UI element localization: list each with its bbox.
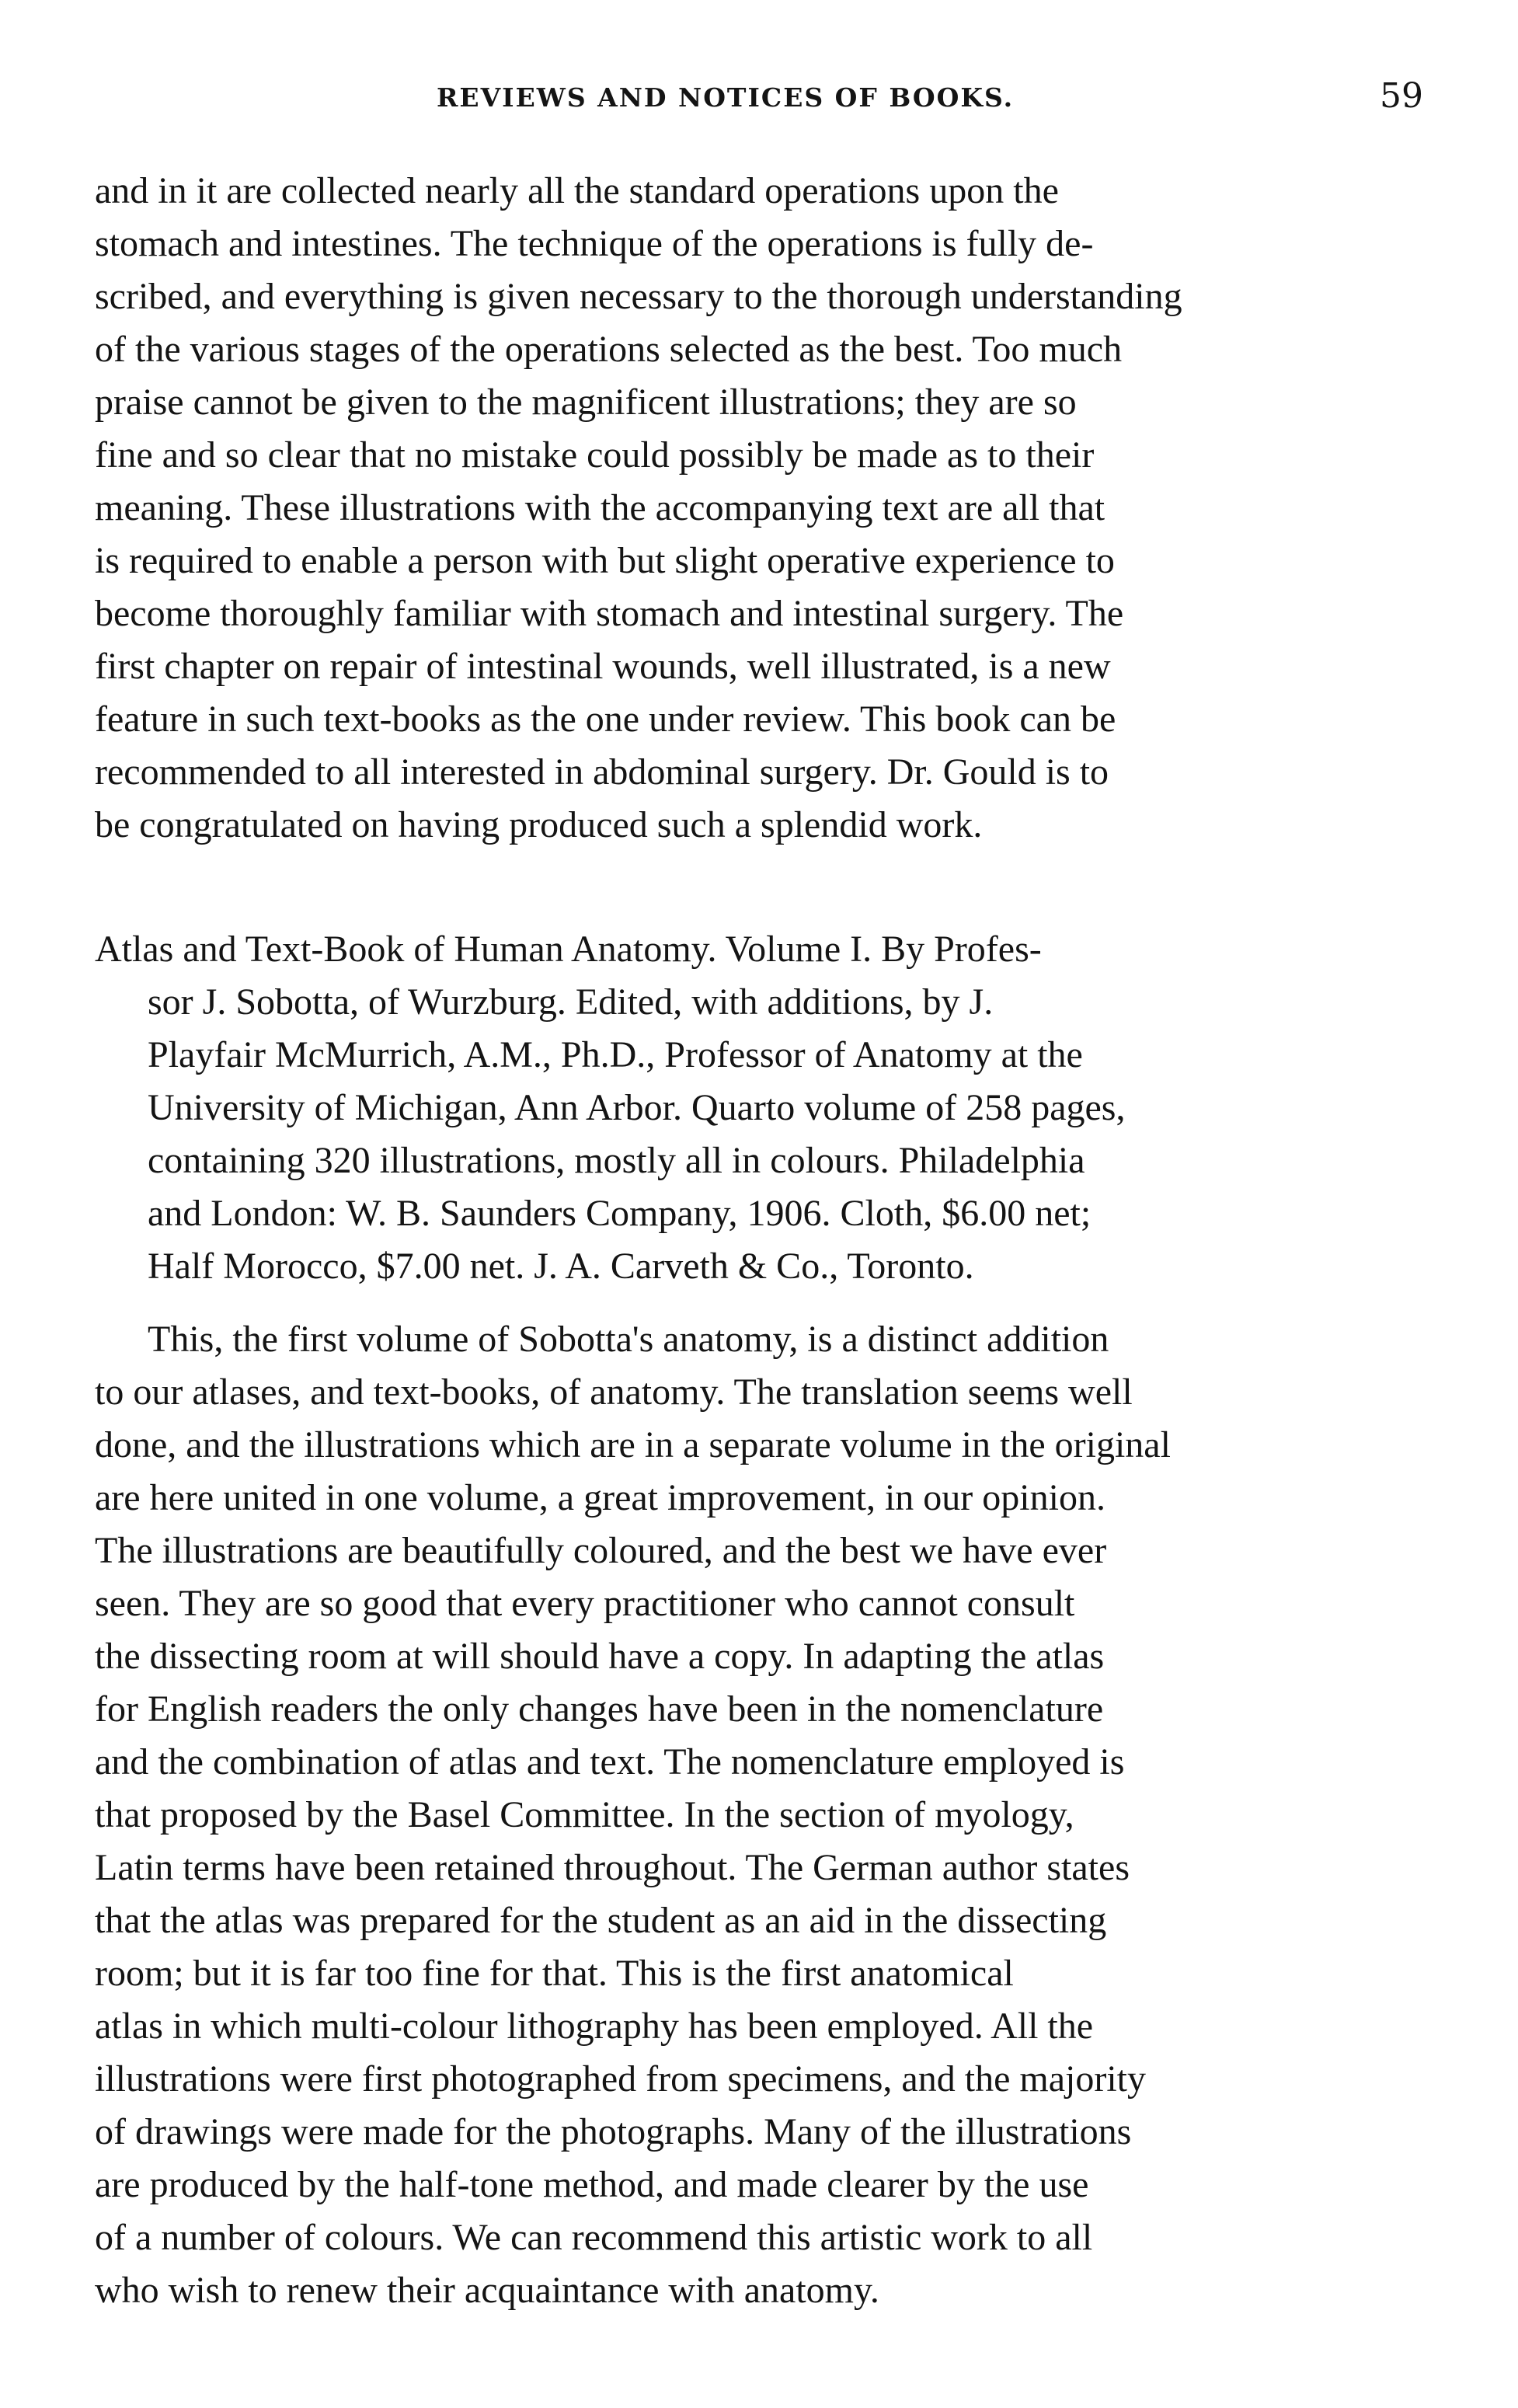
entry-line: Playfair McMurrich, A.M., Ph.D., Professor of Anatomy at the [148,1034,1083,1075]
text-line: is required to enable a person with but slight operative experience to [95,540,1115,581]
text-line: The illustrations are beautifully coloured, and the best we have ever [95,1530,1107,1571]
entry-line: containing 320 illustrations, mostly all in colours. Philadelphia [148,1140,1085,1181]
entry-line: University of Michigan, Ann Arbor. Quarto volume of 258 pages, [148,1087,1126,1128]
text-line: feature in such text-books as the one under review. This book can be [95,699,1116,740]
text-line: room; but it is far too fine for that. This is the first anatomical [95,1953,1014,1994]
entry-line: sor J. Sobotta, of Wurzburg. Edited, with additions, by J. [148,981,994,1023]
text-line: This, the first volume of Sobotta's anatomy, is a distinct addition [148,1319,1109,1360]
text-line: illustrations were first photographed from specimens, and the majority [95,2058,1146,2100]
review-paragraph-1 [95,165,1423,852]
text-line: and the combination of atlas and text. The nomenclature employed is [95,1741,1125,1782]
text-line: that proposed by the Basel Committee. In the section of myology, [95,1794,1074,1835]
book-entry-heading [95,923,1423,1293]
page-number: 59 [1380,76,1423,116]
text-line: meaning. These illustrations with the accompanying text are all that [95,487,1105,528]
text-line: praise cannot be given to the magnificent illustrations; they are so [95,382,1077,423]
text-line: done, and the illustrations which are in a separate volume in the original [95,1424,1171,1465]
text-line: are produced by the half-tone method, and made clearer by the use [95,2164,1089,2205]
text-line: atlas in which multi-colour lithography has been employed. All the [95,2006,1094,2047]
text-line: become thoroughly familiar with stomach and intestinal surgery. The [95,593,1124,634]
text-line: of drawings were made for the photographs. Many of the illustrations [95,2111,1132,2152]
running-title: REVIEWS AND NOTICES OF BOOKS. [437,82,1015,113]
entry-line: Atlas and Text-Book of Human Anatomy. Volume I. By Profes- [95,929,1042,970]
text-line: scribed, and everything is given necessary to the thorough understanding [95,276,1182,317]
text-line: stomach and intestines. The technique of the operations is fully de- [95,223,1094,264]
text-line: for English readers the only changes have been in the nomenclature [95,1688,1104,1730]
entry-line: and London: W. B. Saunders Company, 1906. Cloth, $6.00 net; [148,1193,1091,1234]
text-line: who wish to renew their acquaintance with anatomy. [95,2270,879,2311]
text-line: the dissecting room at will should have a copy. In adapting the atlas [95,1636,1105,1677]
text-line: of the various stages of the operations selected as the best. Too much [95,329,1123,370]
text-line: that the atlas was prepared for the student as an aid in the dissecting [95,1900,1107,1941]
text-line: seen. They are so good that every practitioner who cannot consult [95,1583,1075,1624]
running-head [95,68,1423,138]
text-line: are here united in one volume, a great improvement, in our opinion. [95,1477,1105,1518]
text-line: and in it are collected nearly all the standard operations upon the [95,170,1059,211]
page [95,68,1423,2317]
text-line: first chapter on repair of intestinal wounds, well illustrated, is a new [95,646,1111,687]
text-line: Latin terms have been retained throughout. The German author states [95,1847,1130,1888]
review-paragraph-2 [95,1313,1423,2317]
text-line: to our atlases, and text-books, of anatomy. The translation seems well [95,1371,1133,1413]
text-line: be congratulated on having produced such a splendid work. [95,804,983,845]
text-line: of a number of colours. We can recommend this artistic work to all [95,2217,1093,2258]
text-line: fine and so clear that no mistake could possibly be made as to their [95,434,1095,476]
text-line: recommended to all interested in abdominal surgery. Dr. Gould is to [95,751,1109,793]
entry-line: Half Morocco, $7.00 net. J. A. Carveth & Co., Toronto. [148,1246,974,1287]
